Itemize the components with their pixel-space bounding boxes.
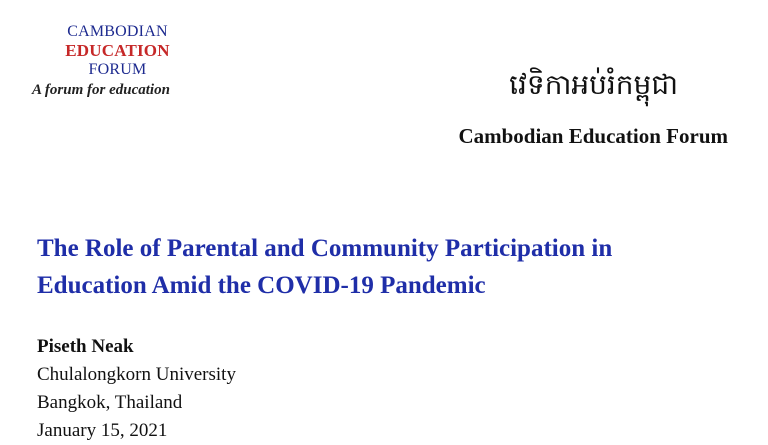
author-block (37, 333, 236, 445)
author-location: Bangkok, Thailand (37, 392, 183, 413)
title-line-1: The Role of Parental and Community Participation in (37, 235, 613, 262)
publication-date: January 15, 2021 (37, 420, 168, 441)
logo-tagline: A forum for education (32, 82, 170, 98)
title-line-2: Education Amid the COVID-19 Pandemic (37, 272, 486, 299)
khmer-org-name: វេទិកាអប់រំកម្ពុជា (509, 68, 678, 101)
logo-line-education: EDUCATION (65, 41, 170, 60)
author-affiliation: Chulalongkorn University (37, 364, 236, 385)
logo-line-forum: FORUM (88, 61, 147, 78)
paper-title (37, 230, 737, 304)
author-name: Piseth Neak (37, 336, 134, 357)
logo-line-cambodian: CAMBODIAN (67, 23, 168, 40)
org-name: Cambodian Education Forum (458, 124, 728, 148)
forum-logo (30, 22, 205, 99)
